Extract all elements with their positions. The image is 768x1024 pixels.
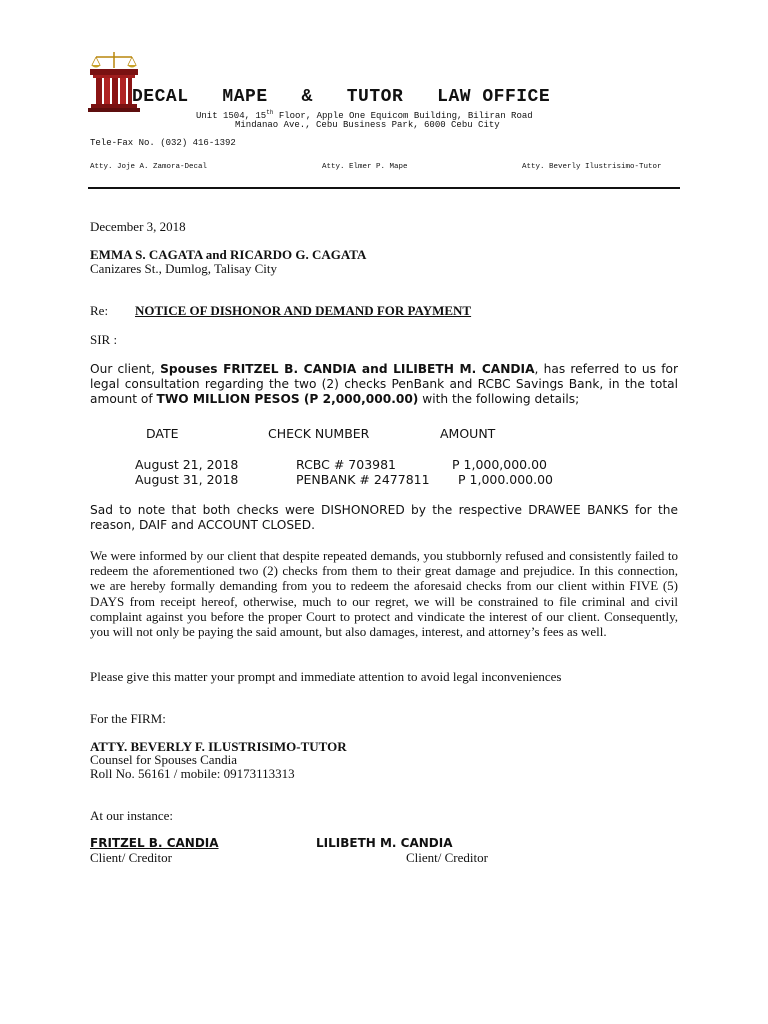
table-cell: August 21, 2018 [135, 457, 239, 472]
table-header-check-number: CHECK NUMBER [268, 426, 370, 441]
telefax: Tele-Fax No. (032) 416-1392 [90, 138, 236, 148]
addressee-address: Canizares St., Dumlog, Talisay City [90, 261, 277, 276]
dishonor-paragraph: Sad to note that both checks were DISHONORED by the respective DRAWEE BANKS for the reason, DAIF and ACCOUNT CLOSED. [90, 503, 678, 533]
instance-label: At our instance: [90, 808, 174, 823]
client-2-role: Client/ Creditor [406, 850, 488, 865]
client-1-name: FRITZEL B. CANDIA [90, 836, 219, 850]
intro-paragraph: Our client, Spouses FRITZEL B. CANDIA and LILIBETH M. CANDIA, has referred to us for legal consultation regarding the two (2) checks PenBank and RCBC Savings Bank, in the total amount of TWO MILLION PESOS (P 2,000,000.00) with the following details; [90, 362, 678, 407]
address-line-2: Mindanao Ave., Cebu Business Park, 6000 Cebu City [235, 120, 500, 130]
table-header-amount: AMOUNT [440, 426, 496, 441]
closing-request: Please give this matter your prompt and immediate attention to avoid legal inconveniences [90, 669, 562, 684]
salutation: SIR : [90, 332, 118, 347]
letter-date: December 3, 2018 [90, 219, 186, 234]
addressee-name: EMMA S. CAGATA and RICARDO G. CAGATA [90, 247, 367, 262]
header-divider [88, 187, 680, 189]
attorney-name: Atty. Elmer P. Mape [322, 163, 408, 171]
table-cell: P 1,000,000.00 [452, 457, 548, 472]
re-label: Re: [90, 303, 109, 318]
client-2-name: LILIBETH M. CANDIA [316, 836, 453, 850]
re-subject: NOTICE OF DISHONOR AND DEMAND FOR PAYMENT [135, 303, 472, 318]
table-header-date: DATE [146, 426, 179, 441]
signatory-name: ATTY. BEVERLY F. ILUSTRISIMO-TUTOR [90, 739, 347, 754]
address-line-1: Unit 1504, 15th Floor, Apple One Equicom Building, Biliran Road [196, 109, 533, 121]
client-1-role: Client/ Creditor [90, 850, 172, 865]
attorney-name: Atty. Beverly Ilustrisimo-Tutor [522, 163, 662, 171]
table-cell: P 1,000.000.00 [458, 472, 554, 487]
for-the-firm: For the FIRM: [90, 711, 166, 726]
demand-paragraph: We were informed by our client that despite repeated demands, you stubbornly refused and consistently failed to redeem the aforementioned two (2) checks from them to their great damage and prejudice. In this connection, we are hereby formally demanding from you to redeem the aforesaid checks from our client within FIVE (5) DAYS from receipt hereof, otherwise, much to our regret, we will be constrained to file criminal and civil complaint against you before the proper Court to protect and vindicate the interest of our client. Consequently, you will not only be paying the said amount, but also damages, interest, and attorney’s fees as well. [90, 548, 678, 640]
attorney-name: Atty. Joje A. Zamora-Decal [90, 163, 208, 171]
signatory-roll: Roll No. 56161 / mobile: 09173113313 [90, 766, 295, 781]
firm-name: DECAL MAPE & TUTOR LAW OFFICE [132, 87, 551, 107]
signatory-role: Counsel for Spouses Candia [90, 752, 237, 767]
table-cell: August 31, 2018 [135, 472, 239, 487]
table-cell: RCBC # 703981 [296, 457, 397, 472]
table-cell: PENBANK # 2477811 [296, 472, 430, 487]
